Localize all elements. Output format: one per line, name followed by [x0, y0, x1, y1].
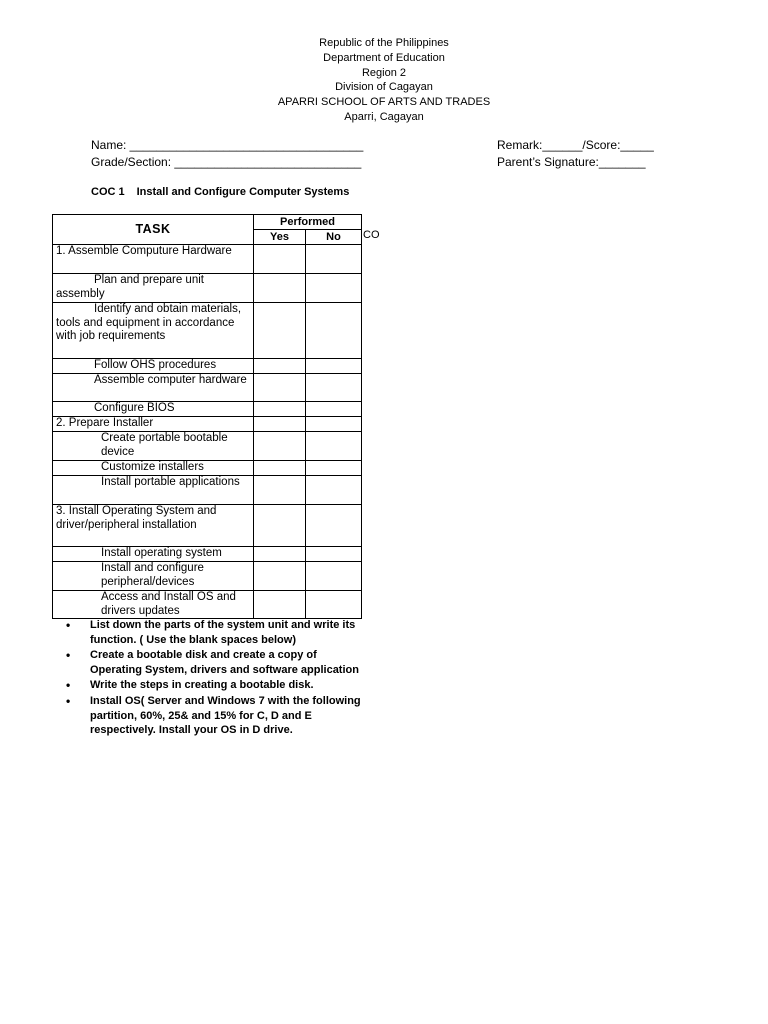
table-row — [53, 505, 362, 547]
grade-section-field: Grade/Section: ____________________________ — [91, 155, 362, 169]
table-row — [53, 547, 362, 562]
yes-header: Yes — [254, 230, 306, 245]
task-header: TASK — [53, 215, 254, 245]
yes-cell[interactable] — [254, 562, 306, 591]
no-cell[interactable] — [306, 417, 362, 432]
table-row — [53, 402, 362, 417]
header-school: APARRI SCHOOL OF ARTS AND TRADES — [277, 96, 491, 109]
table-row — [53, 245, 362, 274]
parent-signature-field: Parent’s Signature:_______ — [497, 155, 646, 169]
coc-title: Install and Configure Computer Systems — [136, 186, 350, 198]
yes-cell[interactable] — [254, 274, 306, 303]
yes-cell[interactable] — [254, 547, 306, 562]
no-cell[interactable] — [306, 461, 362, 476]
table-row — [53, 274, 362, 303]
coc-heading — [91, 185, 351, 200]
header-department: Department of Education — [323, 51, 445, 64]
no-cell[interactable] — [306, 562, 362, 591]
yes-cell[interactable] — [254, 591, 306, 619]
yes-cell[interactable] — [254, 374, 306, 402]
table-row — [53, 359, 362, 374]
task-cell: Install and configure peripheral/devices — [53, 562, 254, 591]
no-cell[interactable] — [306, 245, 362, 274]
header-location: Aparri, Cagayan — [344, 110, 424, 123]
yes-cell[interactable] — [254, 417, 306, 432]
no-cell[interactable] — [306, 476, 362, 505]
table-row — [53, 591, 362, 619]
coc-number: COC 1 — [91, 186, 125, 198]
no-cell[interactable] — [306, 591, 362, 619]
task-cell: Customize installers — [53, 461, 254, 476]
task-cell: Identify and obtain materials, tools and equipment in accordance with job requirements — [53, 303, 254, 359]
list-item: • List down the parts of the system unit and write its function. ( Use the blank spaces below) — [66, 618, 366, 647]
list-item: • Install OS( Server and Windows 7 with the following partition, 60%, 25& and 15% for C, D and E respectively. Install your OS in D drive. — [66, 694, 366, 738]
task-cell: 3. Install Operating System and driver/peripheral installation — [53, 505, 254, 547]
yes-cell[interactable] — [254, 476, 306, 505]
table-row — [53, 562, 362, 591]
no-cell[interactable] — [306, 432, 362, 461]
table-row — [53, 432, 362, 461]
list-item: • Create a bootable disk and create a copy of Operating System, drivers and software application — [66, 648, 366, 677]
yes-cell[interactable] — [254, 505, 306, 547]
task-cell: 2. Prepare Installer — [53, 417, 254, 432]
no-cell[interactable] — [306, 505, 362, 547]
remark-score-field: Remark:______/Score:_____ — [497, 138, 654, 152]
yes-cell[interactable] — [254, 245, 306, 274]
no-cell[interactable] — [306, 402, 362, 417]
table-row — [53, 374, 362, 402]
side-label: CO — [363, 229, 380, 241]
task-cell: Plan and prepare unit assembly — [53, 274, 254, 303]
no-cell[interactable] — [306, 274, 362, 303]
name-field: Name: ___________________________________ — [91, 138, 364, 152]
table-row — [53, 476, 362, 505]
table-row — [53, 417, 362, 432]
yes-cell[interactable] — [254, 359, 306, 374]
task-checklist-table — [52, 214, 362, 619]
list-item: • Write the steps in creating a bootable disk. — [66, 678, 366, 693]
header-division: Division of Cagayan — [335, 81, 433, 94]
yes-cell[interactable] — [254, 402, 306, 417]
header-republic: Republic of the Philippines — [319, 37, 449, 49]
no-cell[interactable] — [306, 359, 362, 374]
header-region: Region 2 — [361, 66, 407, 79]
table-row — [53, 303, 362, 359]
yes-cell[interactable] — [254, 303, 306, 359]
no-cell[interactable] — [306, 547, 362, 562]
task-cell: Access and Install OS and drivers updates — [53, 591, 254, 619]
table-row — [53, 461, 362, 476]
performed-header: Performed — [254, 215, 362, 230]
task-cell: Follow OHS procedures — [53, 359, 254, 374]
task-cell: 1. Assemble Computure Hardware — [53, 245, 254, 274]
no-cell[interactable] — [306, 303, 362, 359]
no-cell[interactable] — [306, 374, 362, 402]
yes-cell[interactable] — [254, 432, 306, 461]
task-cell: Create portable bootable device — [53, 432, 254, 461]
task-cell: Configure BIOS — [53, 402, 254, 417]
instruction-list — [66, 618, 366, 739]
task-cell: Install portable applications — [53, 476, 254, 505]
task-cell: Assemble computer hardware — [53, 374, 254, 402]
document-header — [0, 36, 768, 125]
yes-cell[interactable] — [254, 461, 306, 476]
task-cell: Install operating system — [53, 547, 254, 562]
no-header: No — [306, 230, 362, 245]
